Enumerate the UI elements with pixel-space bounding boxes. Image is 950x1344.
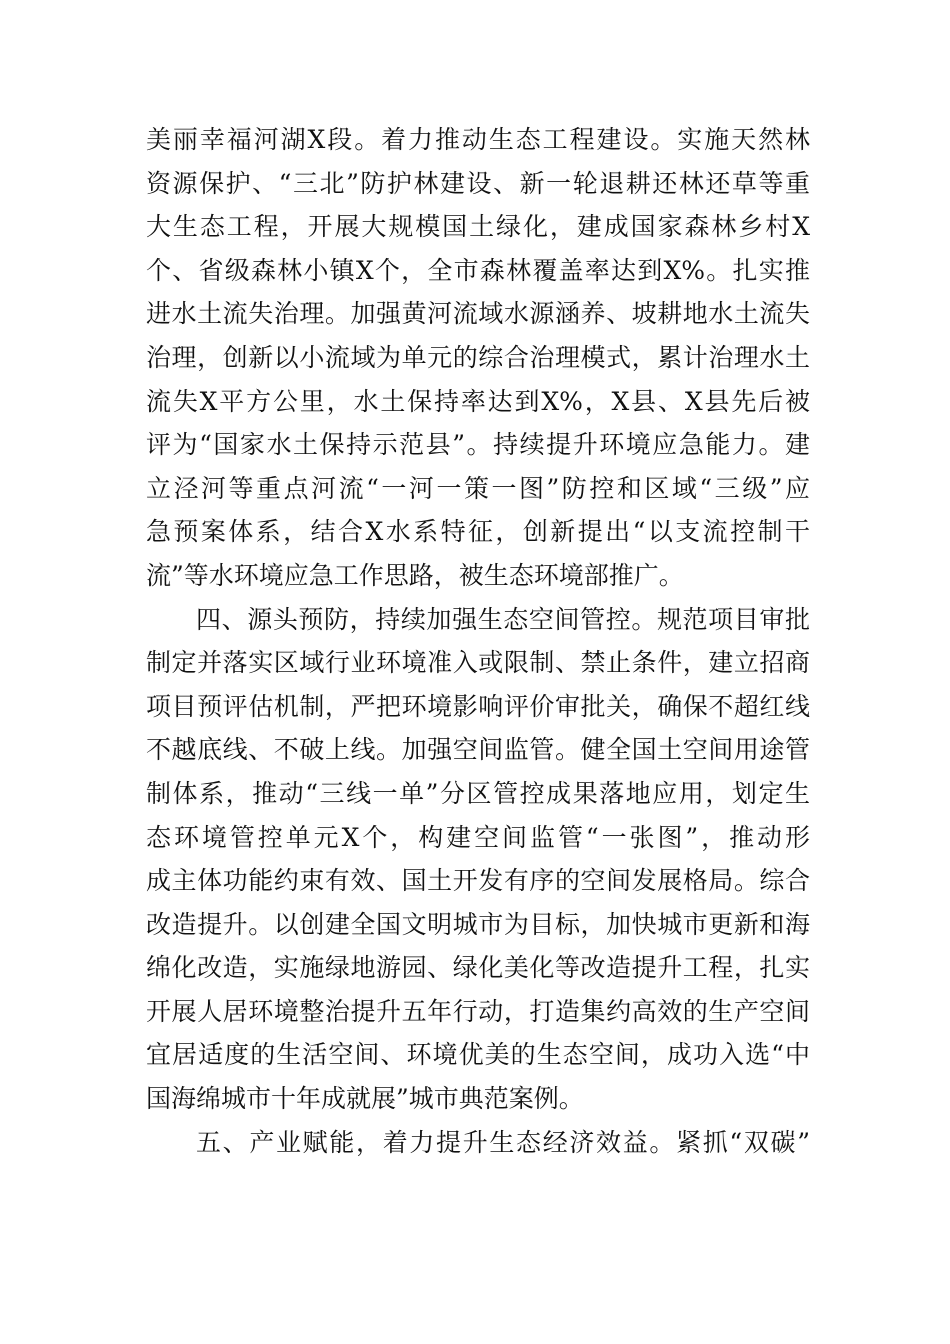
text-line: 宜居适度的生活空间、环境优美的生态空间，成功入选“中 xyxy=(146,1040,810,1070)
text-line: 流”等水环境应急工作思路，被生态环境部推广。 xyxy=(146,560,684,590)
text-line: 改造提升。以创建全国文明城市为目标，加快城市更新和海 xyxy=(146,909,810,939)
text-line: 项目预评估机制，严把环境影响评价审批关，确保不超红线 xyxy=(146,691,810,721)
text-line: 制定并落实区域行业环境准入或限制、禁止条件，建立招商 xyxy=(146,648,810,678)
text-line: 成主体功能约束有效、国土开发有序的空间发展格局。综合 xyxy=(146,866,810,896)
text-line: 治理，创新以小流域为单元的综合治理模式，累计治理水土 xyxy=(146,342,810,372)
text-line: 开展人居环境整治提升五年行动，打造集约高效的生产空间 xyxy=(146,996,810,1026)
text-line: 个、省级森林小镇X个，全市森林覆盖率达到X%。扎实推 xyxy=(146,255,810,285)
text-line: 评为“国家水土保持示范县”。持续提升环境应急能力。建 xyxy=(146,430,810,460)
text-line: 态环境管控单元X个，构建空间监管“一张图”，推动形 xyxy=(146,822,810,852)
text-line: 国海绵城市十年成就展”城市典范案例。 xyxy=(146,1084,584,1114)
text-line: 绵化改造，实施绿地游园、绿化美化等改造提升工程，扎实 xyxy=(146,953,810,983)
text-line: 立泾河等重点河流“一河一策一图”防控和区域“三级”应 xyxy=(146,473,810,503)
text-line: 进水土流失治理。加强黄河流域水源涵养、坡耕地水土流失 xyxy=(146,299,810,329)
document-body xyxy=(146,118,810,1164)
text-line: 资源保护、“三北”防护林建设、新一轮退耕还林还草等重 xyxy=(146,168,810,198)
text-line: 不越底线、不破上线。加强空间监管。健全国土空间用途管 xyxy=(146,735,810,765)
text-line: 急预案体系，结合X水系特征，创新提出“以支流控制干 xyxy=(146,517,810,547)
text-line: 大生态工程，开展大规模国土绿化，建成国家森林乡村X xyxy=(146,212,810,242)
text-line: 流失X平方公里，水土保持率达到X%，X县、X县先后被 xyxy=(146,386,810,416)
text-line: 美丽幸福河湖X段。着力推动生态工程建设。实施天然林 xyxy=(146,125,810,154)
section-heading-line: 四、源头预防，持续加强生态空间管控。规范项目审批 xyxy=(196,604,810,634)
section-heading-line: 五、产业赋能，着力提升生态经济效益。紧抓“双碳” xyxy=(196,1127,810,1157)
text-line: 制体系，推动“三线一单”分区管控成果落地应用，划定生 xyxy=(146,778,810,808)
